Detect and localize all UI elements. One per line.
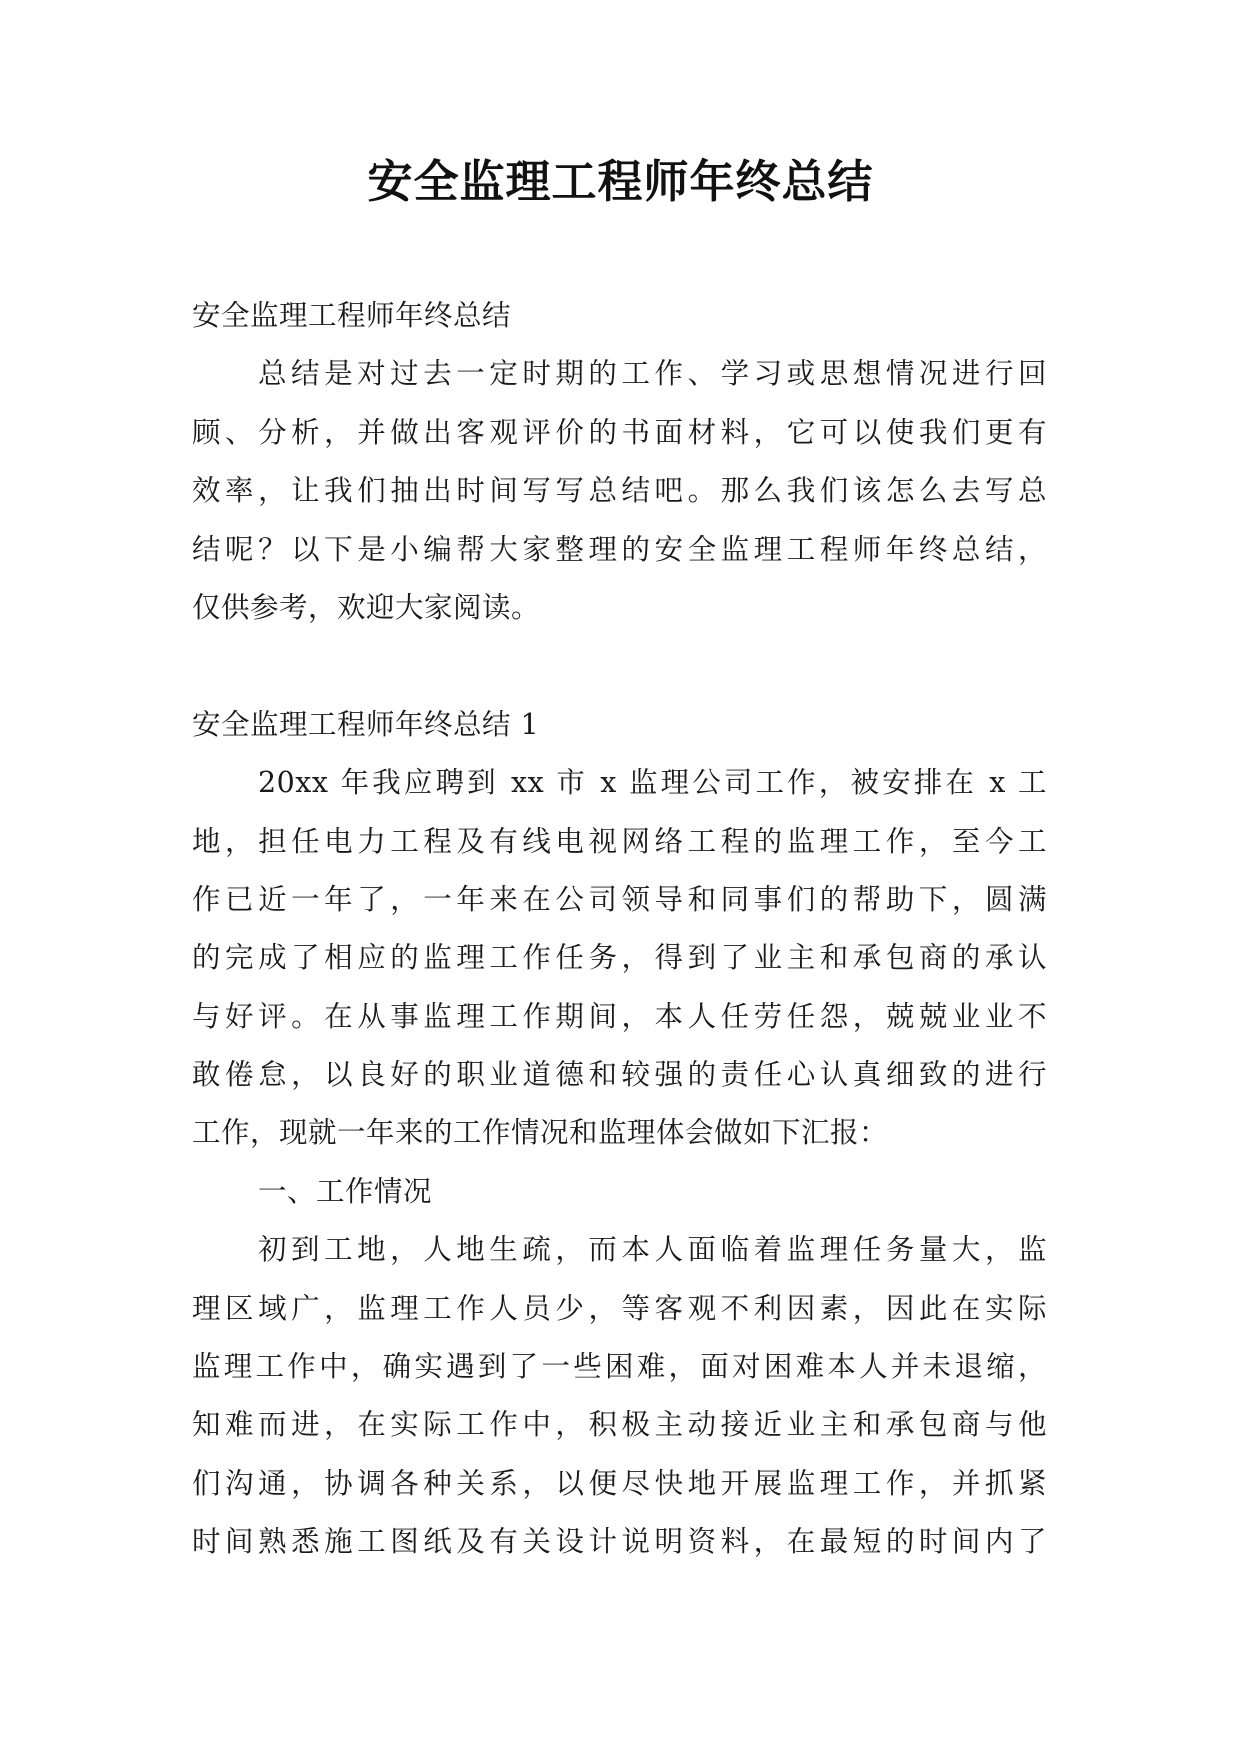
document-title: 安全监理工程师年终总结 [367, 155, 874, 208]
intro-line: 顾、分析，并做出客观评价的书面材料，它可以使我们更有 [192, 415, 1047, 449]
section-line: 作已近一年了，一年来在公司领导和同事们的帮助下，圆满 [192, 882, 1047, 916]
subheading: 一、工作情况 [258, 1174, 433, 1208]
paragraph-gap [192, 637, 1047, 695]
document-subtitle: 安全监理工程师年终总结 [192, 299, 512, 332]
section-line: 20xx 年我应聘到 xx 市 x 监理公司工作，被安排在 x 工 [258, 766, 1047, 800]
intro-line: 仅供参考，欢迎大家阅读。 [192, 590, 541, 624]
section-line: 与好评。在从事监理工作期间，本人任劳任怨，兢兢业业不 [192, 999, 1047, 1033]
work-line: 理区域广，监理工作人员少，等客观不利因素，因此在实际 [192, 1291, 1047, 1325]
section-line: 工作，现就一年来的工作情况和监理体会做如下汇报： [192, 1116, 889, 1150]
section-line: 敢倦怠，以良好的职业道德和较强的责任心认真细致的进行 [192, 1058, 1047, 1092]
intro-line: 结呢？以下是小编帮大家整理的安全监理工程师年终总结， [192, 532, 1047, 566]
work-line: 知难而进，在实际工作中，积极主动接近业主和承包商与他 [192, 1408, 1047, 1442]
document-body [192, 287, 1047, 1572]
section-heading: 安全监理工程师年终总结 1 [192, 707, 540, 741]
work-line: 监理工作中，确实遇到了一些困难，面对困难本人并未退缩， [192, 1350, 1047, 1384]
work-line: 们沟通，协调各种关系，以便尽快地开展监理工作，并抓紧 [192, 1466, 1047, 1500]
intro-line: 效率，让我们抽出时间写写总结吧。那么我们该怎么去写总 [192, 474, 1047, 508]
intro-line: 总结是对过去一定时期的工作、学习或思想情况进行回 [258, 357, 1047, 391]
work-line: 时间熟悉施工图纸及有关设计说明资料，在最短的时间内了 [192, 1525, 1047, 1559]
section-line: 地，担任电力工程及有线电视网络工程的监理工作，至今工 [192, 824, 1047, 858]
section-line: 的完成了相应的监理工作任务，得到了业主和承包商的承认 [192, 941, 1047, 975]
work-line: 初到工地，人地生疏，而本人面临着监理任务量大，监 [258, 1233, 1047, 1267]
